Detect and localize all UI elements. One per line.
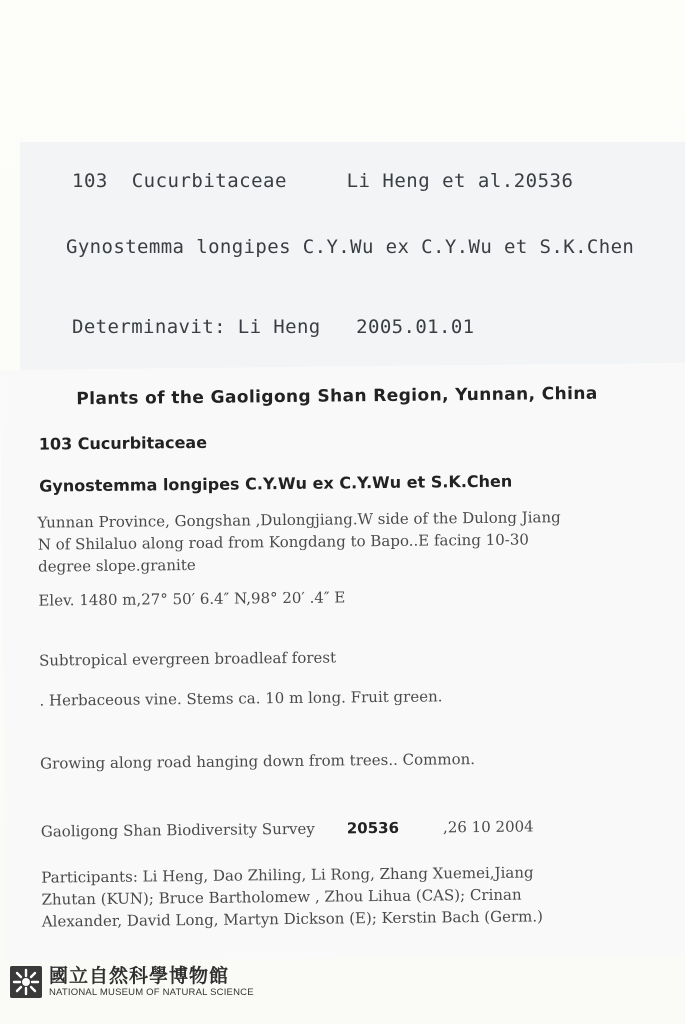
locality-line: Yunnan Province, Gongshan ,Dulongjiang.W side of the Dulong Jiang bbox=[37, 508, 561, 532]
participants-line: Zhutan (KUN); Bruce Bartholomew , Zhou Lihua (CAS); Crinan bbox=[41, 885, 522, 909]
museum-logo-icon bbox=[10, 966, 42, 998]
determination-slip bbox=[20, 142, 685, 370]
label-family: 103 Cucurbitaceae bbox=[38, 432, 208, 454]
collection-date: ,26 10 2004 bbox=[442, 817, 534, 837]
museum-name-english: NATIONAL MUSEUM OF NATURAL SCIENCE bbox=[49, 987, 254, 998]
museum-name-chinese: 國立自然科學博物館 bbox=[49, 965, 230, 987]
label-species: Gynostemma longipes C.Y.Wu ex C.Y.Wu et S.K.Chen bbox=[39, 471, 513, 496]
determination-header: 103 Cucurbitaceae Li Heng et al.20536 bbox=[72, 170, 574, 192]
collection-number: 20536 bbox=[346, 818, 400, 838]
survey-name: Gaoligong Shan Biodiversity Survey bbox=[40, 819, 315, 841]
label-survey bbox=[41, 815, 534, 842]
label-elevation: Elev. 1480 m,27° 50′ 6.4″ N,98° 20′ .4″ E bbox=[38, 588, 346, 610]
label-header: Plants of the Gaoligong Shan Region, Yunnan, China bbox=[76, 383, 598, 410]
museum-branding bbox=[10, 962, 254, 1002]
label-description: . Herbaceous vine. Stems ca. 10 m long. Fruit green. bbox=[39, 687, 443, 710]
participants-line: Participants: Li Heng, Dao Zhiling, Li Rong, Zhang Xuemei,Jiang bbox=[41, 863, 534, 887]
determination-determiner: Determinavit: Li Heng 2005.01.01 bbox=[72, 316, 475, 338]
collection-label bbox=[0, 363, 685, 962]
label-habitat: Subtropical evergreen broadleaf forest bbox=[38, 648, 337, 670]
locality-line: degree slope.granite bbox=[37, 555, 196, 576]
label-participants bbox=[41, 861, 543, 932]
participants-line: Alexander, David Long, Martyn Dickson (E); Kerstin Bach (Germ.) bbox=[41, 907, 544, 931]
label-growing: Growing along road hanging down from trees.. Common. bbox=[40, 750, 476, 773]
determination-species: Gynostemma longipes C.Y.Wu ex C.Y.Wu et S.K.Chen bbox=[66, 236, 635, 258]
locality-line: N of Shilaluo along road from Kongdang to Bapo..E facing 10-30 bbox=[37, 530, 529, 554]
label-locality bbox=[37, 506, 561, 577]
